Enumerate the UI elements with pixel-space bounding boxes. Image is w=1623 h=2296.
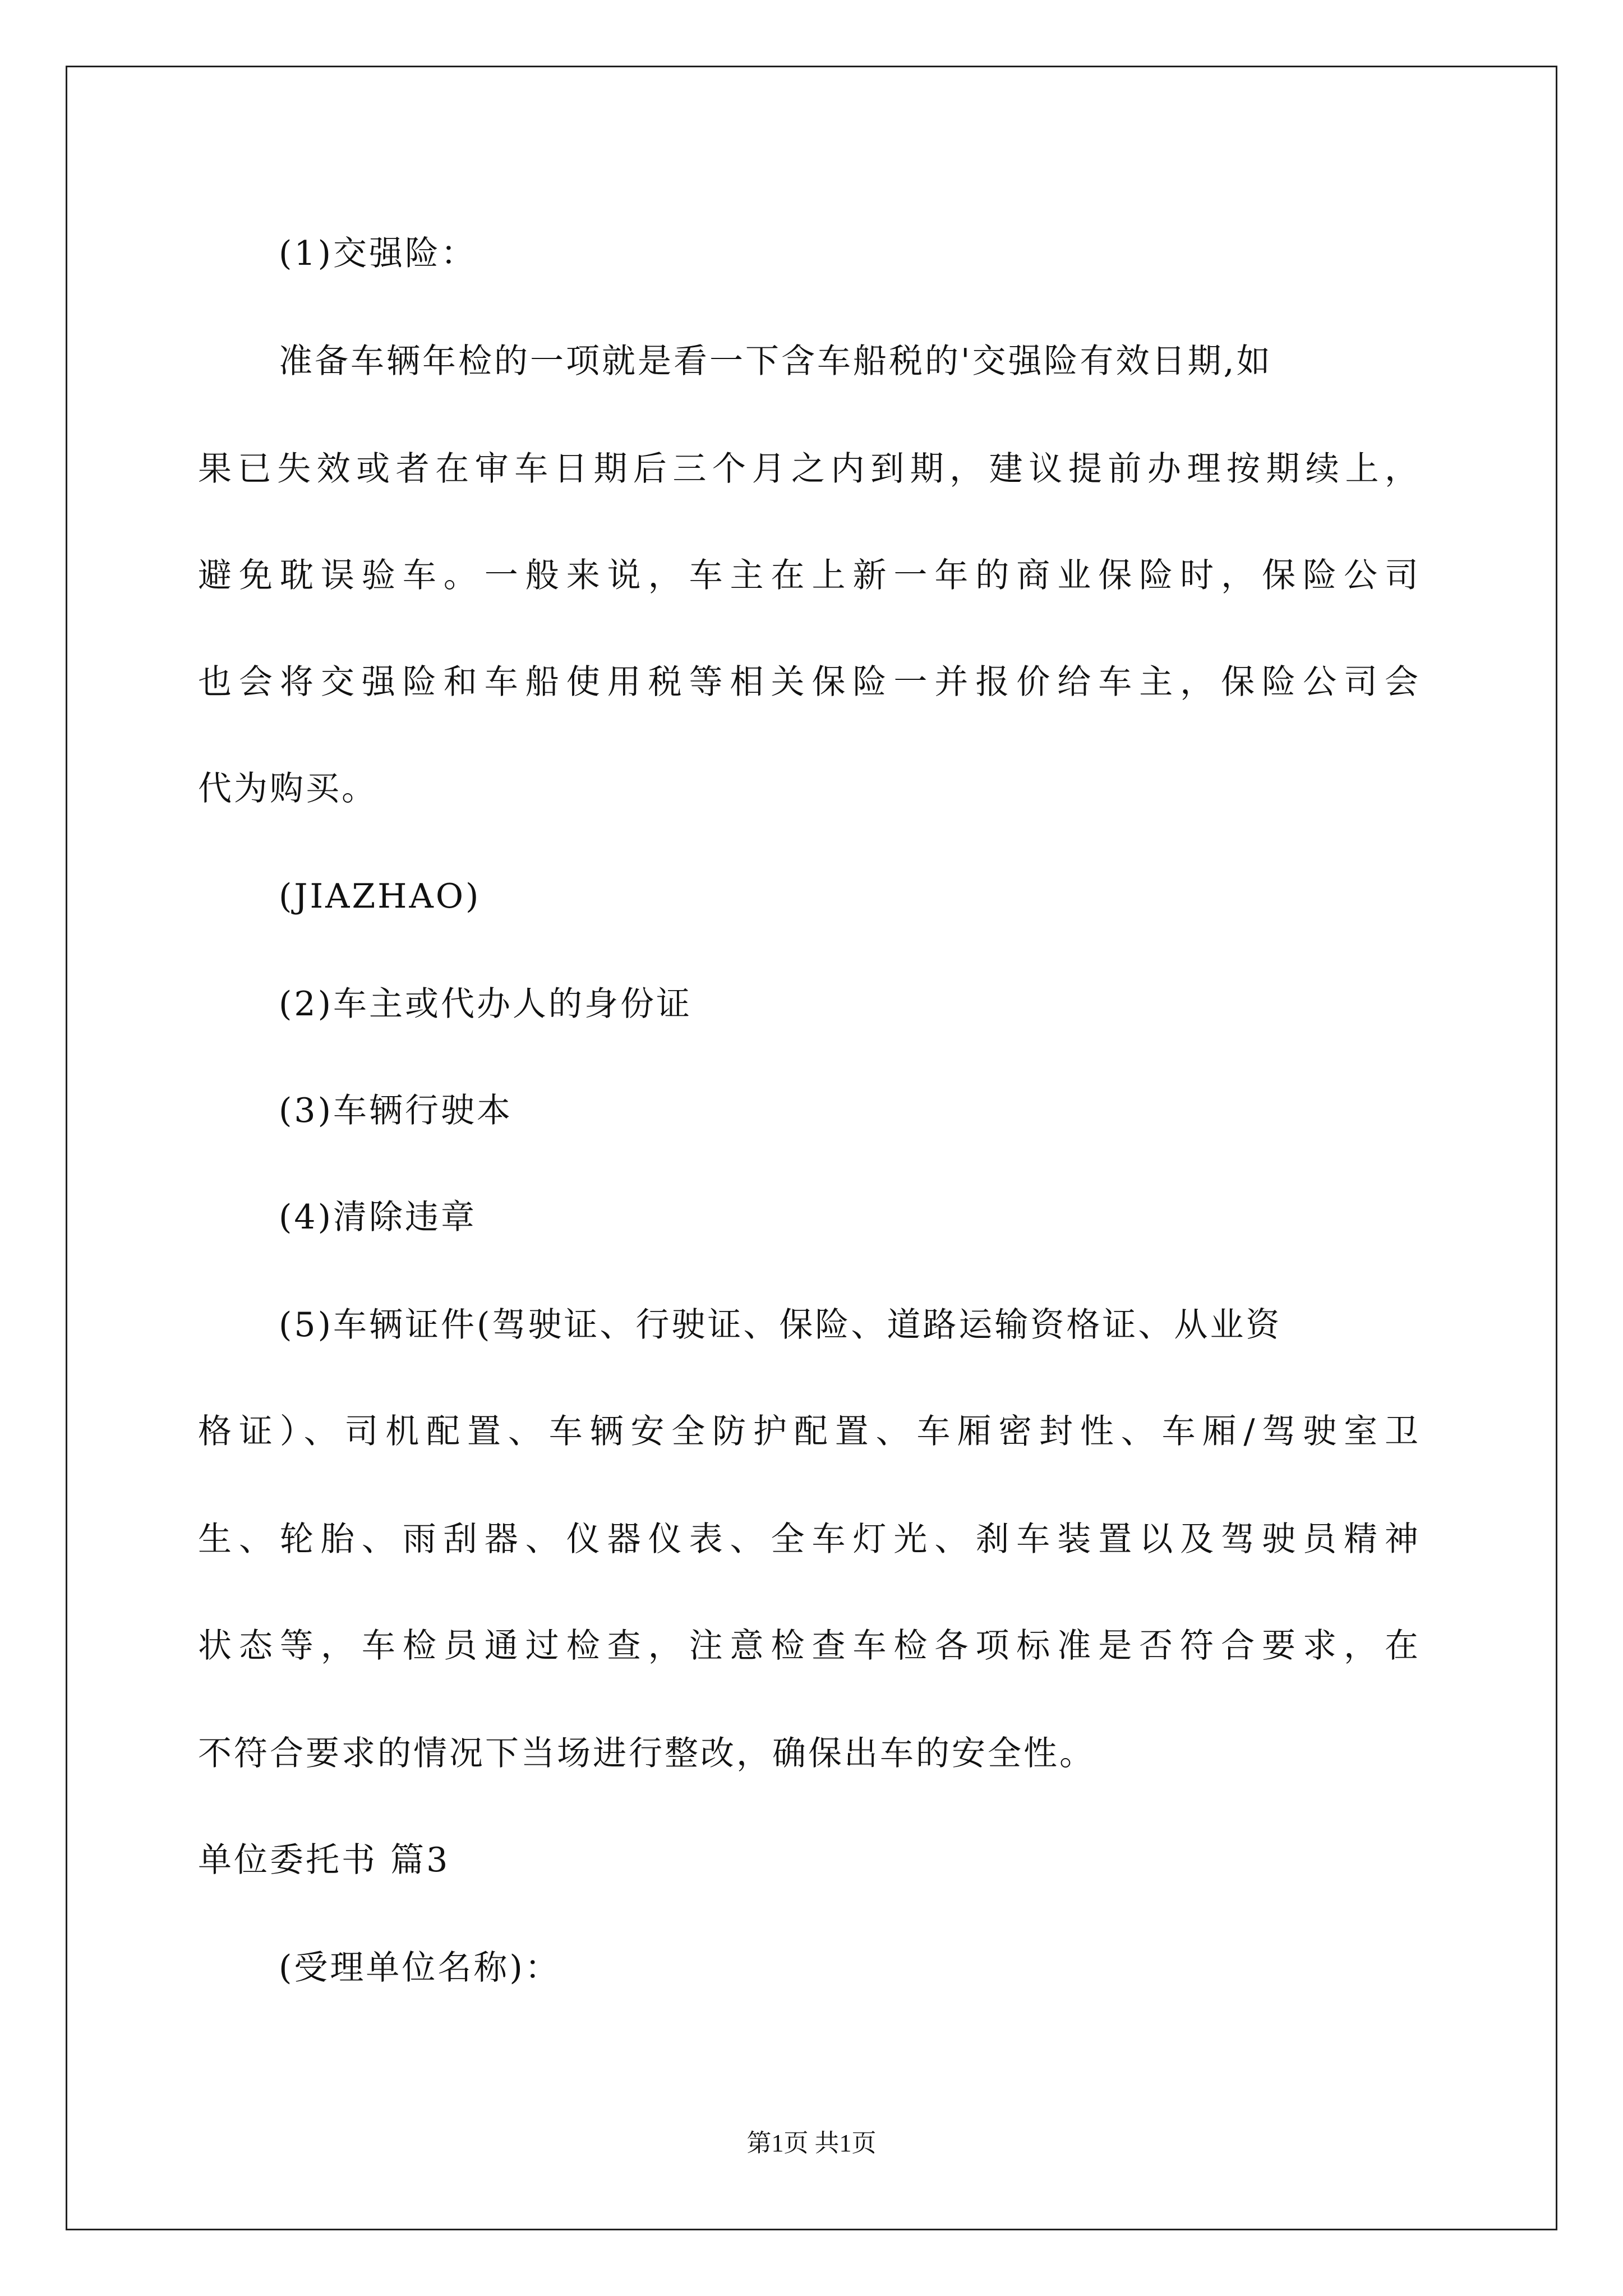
paragraph-line: (5)车辆证件(驾驶证、行驶证、保险、道路运输资格证、从业资 [279,1305,1282,1345]
paragraph-line: (受理单位名称)： [279,1948,561,1987]
page-border [66,66,1557,2230]
paragraph-line: (2)车主或代办人的身份证 [279,984,692,1024]
paragraph-line: 格证）、司机配置、车辆安全防护配置、车厢密封性、车厢/驾驶室卫 [198,1412,1421,1451]
paragraph-line: 状态等，车检员通过检查，注意检查车检各项标准是否符合要求，在 [198,1626,1421,1665]
paragraph-line: 避免耽误验车。一般来说，车主在上新一年的商业保险时，保险公司 [198,556,1421,595]
paragraph-line: (1)交强险： [279,234,477,273]
paragraph-line: (4)清除违章 [279,1198,477,1237]
paragraph-line: 也会将交强险和车船使用税等相关保险一并报价给车主，保险公司会 [198,662,1421,702]
section-heading: 单位委托书 篇3 [198,1841,450,1880]
paragraph-line: 不符合要求的情况下当场进行整改，确保出车的安全性。 [198,1734,1095,1773]
paragraph-line: (3)车辆行驶本 [279,1091,513,1130]
paragraph-line: 生、轮胎、雨刮器、仪器仪表、全车灯光、刹车装置以及驾驶员精神 [198,1520,1421,1559]
paragraph-line: 代为购买。 [198,769,377,808]
paragraph-line: 果已失效或者在审车日期后三个月之内到期，建议提前办理按期续上， [198,449,1421,489]
paragraph-line: (JIAZHAO) [279,877,481,916]
page-footer: 第1页 共1页 [746,2129,877,2157]
paragraph-line: 准备车辆年检的一项就是看一下含车船税的'交强险有效日期,如 [279,342,1272,381]
